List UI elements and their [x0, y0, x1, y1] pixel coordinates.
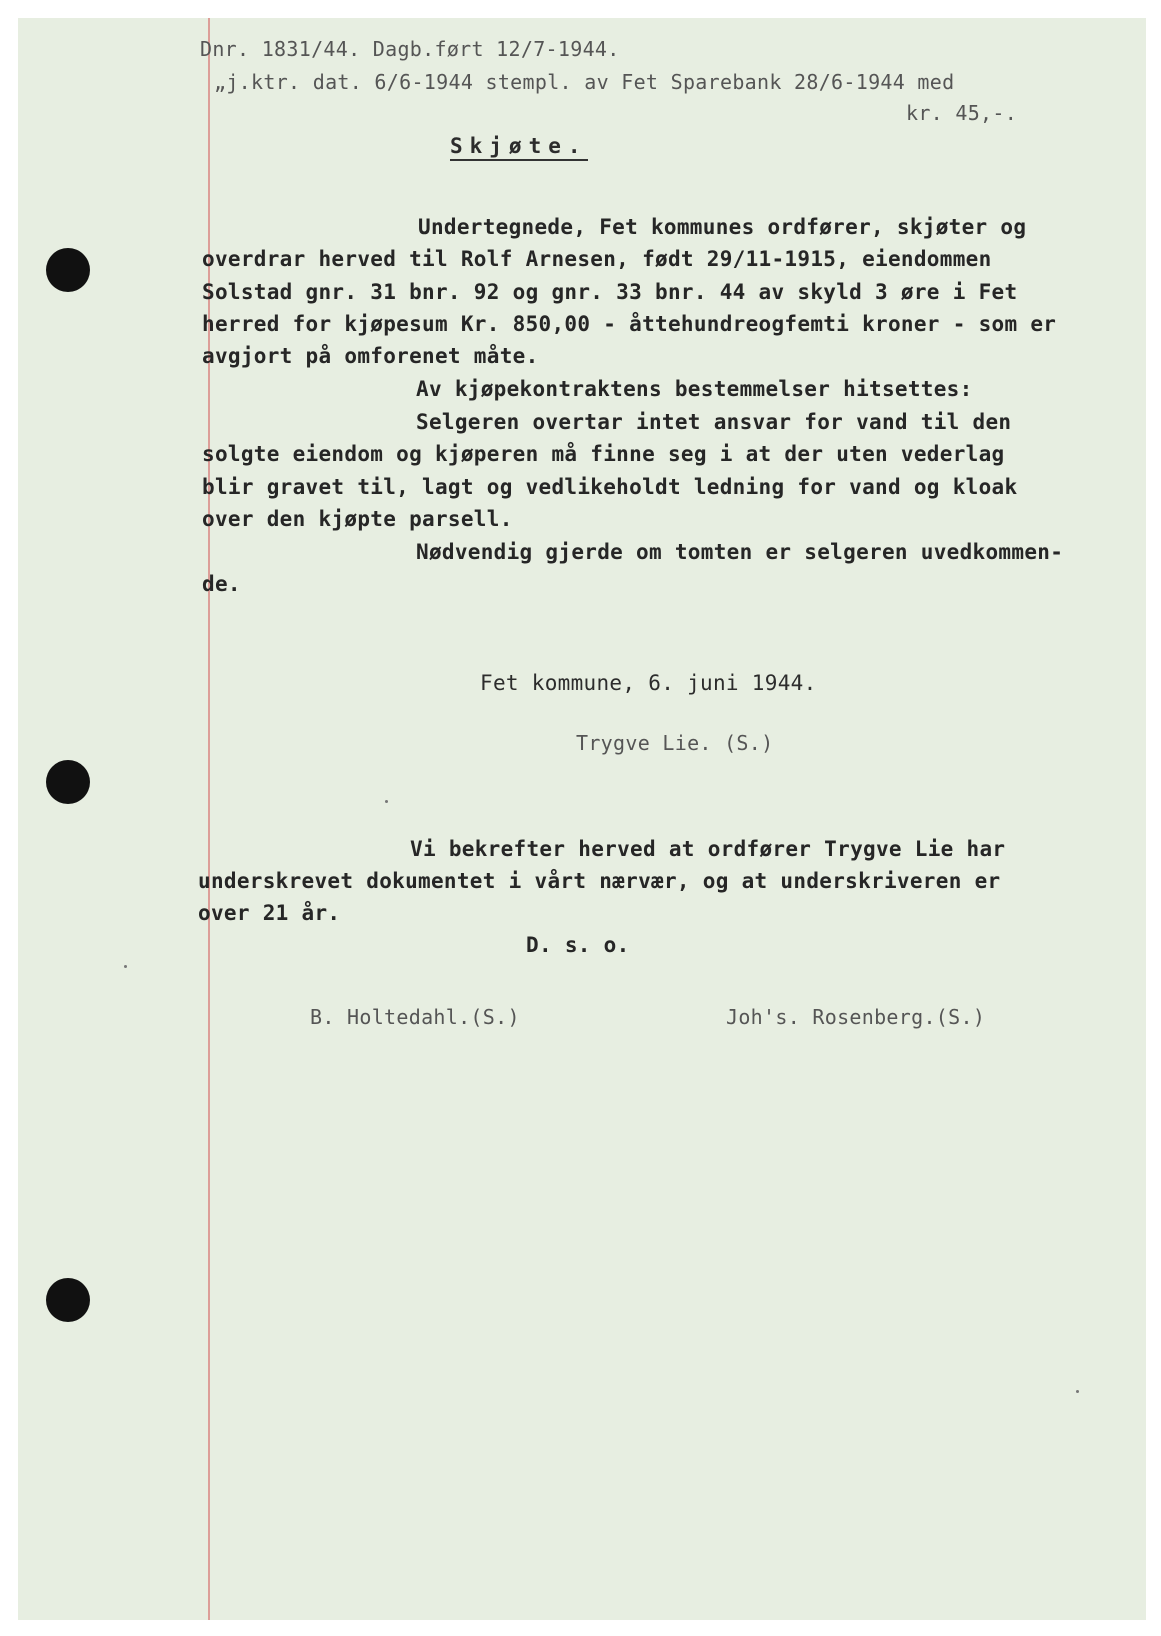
body-line: solgte eiendom og kjøperen må finne seg i at der uten vederlag	[202, 442, 1005, 466]
speck	[124, 965, 127, 968]
place-date: Fet kommune, 6. juni 1944.	[480, 671, 817, 695]
document-title: Skjøte.	[450, 134, 588, 161]
body-line: Av kjøpekontraktens bestemmelser hitsettes:	[416, 377, 973, 401]
document-title-wrap	[450, 133, 588, 159]
body-line: herred for kjøpesum Kr. 850,00 - åttehundreogfemti kroner - som er	[202, 312, 1057, 336]
speck	[385, 800, 388, 803]
witness-right: Joh's. Rosenberg.(S.)	[726, 1005, 986, 1029]
body-line: Nødvendig gjerde om tomten er selgeren uvedkommen-	[416, 540, 1064, 564]
signer: Trygve Lie. (S.)	[576, 731, 774, 755]
body-line: Solstad gnr. 31 bnr. 92 og gnr. 33 bnr. 44 av skyld 3 øre i Fet	[202, 280, 1018, 304]
punch-hole	[46, 1278, 90, 1322]
document-page	[18, 18, 1146, 1620]
punch-hole	[46, 760, 90, 804]
attestation-line: over 21 år.	[198, 901, 341, 925]
body-line: avgjort på omforenet måte.	[202, 344, 539, 368]
attestation-line: underskrevet dokumentet i vårt nærvær, og at underskriveren er	[198, 869, 1001, 893]
body-line: over den kjøpte parsell.	[202, 507, 513, 531]
body-line: overdrar herved til Rolf Arnesen, født 29/11-1915, eiendommen	[202, 247, 992, 271]
header-line-3: kr. 45,-.	[906, 101, 1018, 125]
attestation-line: Vi bekrefter herved at ordfører Trygve Lie har	[410, 837, 1006, 861]
body-line: blir gravet til, lagt og vedlikeholdt ledning for vand og kloak	[202, 475, 1018, 499]
witness-left: B. Holtedahl.(S.)	[310, 1005, 520, 1029]
body-line: Undertegnede, Fet kommunes ordfører, skjøter og	[418, 215, 1027, 239]
body-line: de.	[202, 572, 241, 596]
speck	[1076, 1390, 1079, 1393]
body-line: Selgeren overtar intet ansvar for vand til den	[416, 410, 1012, 434]
header-line-1: Dnr. 1831/44. Dagb.ført 12/7-1944.	[200, 37, 620, 61]
punch-hole	[46, 248, 90, 292]
header-line-2: „j.ktr. dat. 6/6-1944 stempl. av Fet Sparebank 28/6-1944 med	[214, 70, 955, 94]
dso: D. s. o.	[526, 933, 630, 957]
